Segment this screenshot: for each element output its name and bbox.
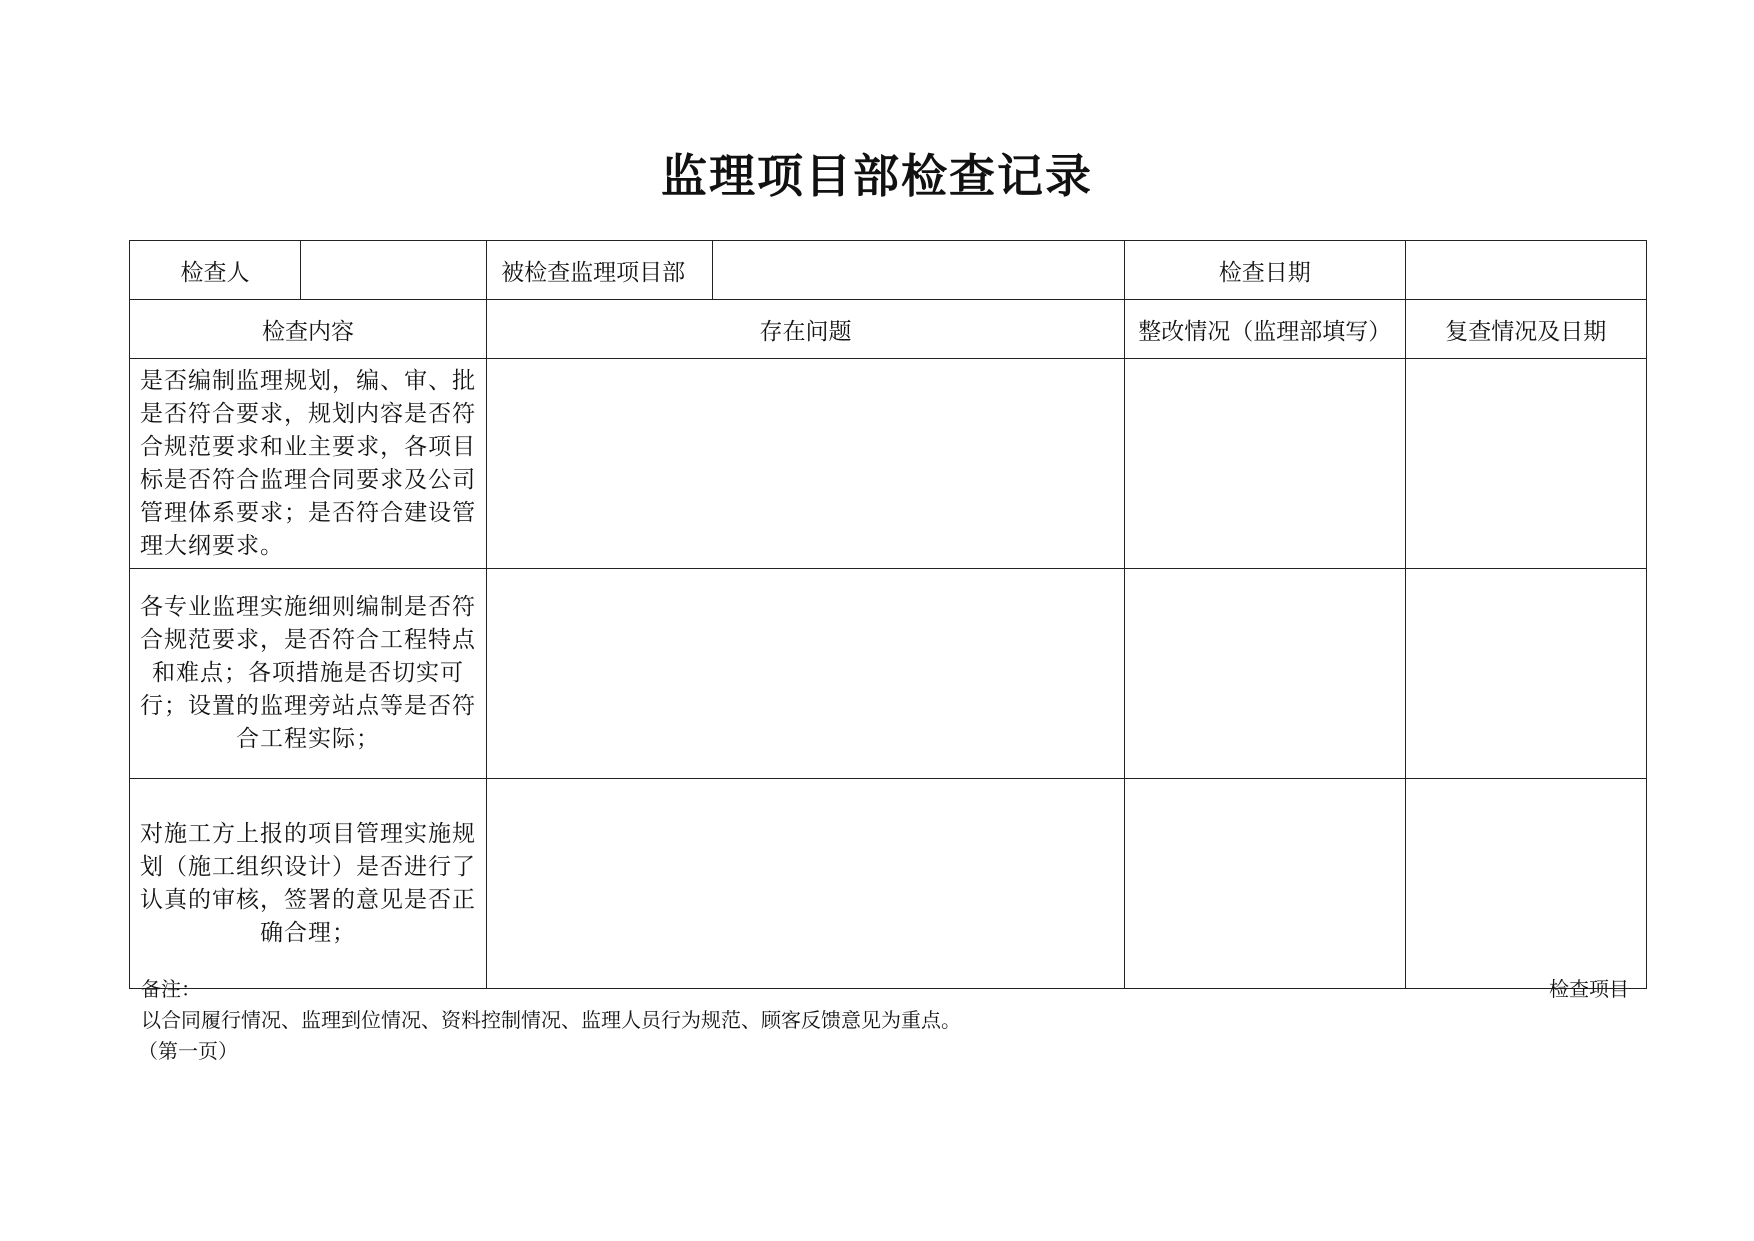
page-number: （第一页） (138, 1039, 238, 1063)
check-content-cell: 是否编制监理规划，编、审、批是否符合要求，规划内容是否符合规范要求和业主要求，各项目标是否符合监理合同要求及公司管理体系要求；是否符合建设管理大纲要求。 (130, 359, 487, 569)
inspection-date-field[interactable] (1405, 241, 1646, 300)
inspection-date-label: 检查日期 (1124, 241, 1405, 300)
remarks-label: 备注： (141, 977, 201, 1001)
review-cell[interactable] (1405, 569, 1646, 779)
header-info-row (130, 241, 1647, 300)
rectification-cell[interactable] (1124, 569, 1405, 779)
column-header-review: 复查情况及日期 (1405, 300, 1646, 359)
column-header-row (130, 300, 1647, 359)
inspection-record-table (129, 240, 1647, 989)
rectification-cell[interactable] (1124, 359, 1405, 569)
document-title: 监理项目部检查记录 (661, 149, 1093, 203)
inspection-item-label: 检查项目 (1549, 977, 1629, 1001)
column-header-rectification: 整改情况（监理部填写） (1124, 300, 1405, 359)
issues-cell[interactable] (487, 779, 1125, 989)
rectification-cell[interactable] (1124, 779, 1405, 989)
table-row (130, 569, 1647, 779)
table-row (130, 779, 1647, 989)
issues-cell[interactable] (487, 569, 1125, 779)
project-dept-label: 被检查监理项目部 (487, 241, 713, 300)
inspector-field[interactable] (301, 241, 487, 300)
check-content-cell: 对施工方上报的项目管理实施规划（施工组织设计）是否进行了认真的审核，签署的意见是否正确合理； (130, 779, 487, 989)
issues-cell[interactable] (487, 359, 1125, 569)
column-header-content: 检查内容 (130, 300, 487, 359)
review-cell[interactable] (1405, 359, 1646, 569)
column-header-issues: 存在问题 (487, 300, 1125, 359)
remarks-text: 以合同履行情况、监理到位情况、资料控制情况、监理人员行为规范、顾客反馈意见为重点。 (141, 1008, 961, 1032)
review-cell[interactable] (1405, 779, 1646, 989)
inspector-label: 检查人 (130, 241, 301, 300)
check-content-cell: 各专业监理实施细则编制是否符合规范要求，是否符合工程特点和难点；各项措施是否切实可行；设置的监理旁站点等是否符合工程实际； (130, 569, 487, 779)
project-dept-field[interactable] (713, 241, 1124, 300)
table-row (130, 359, 1647, 569)
